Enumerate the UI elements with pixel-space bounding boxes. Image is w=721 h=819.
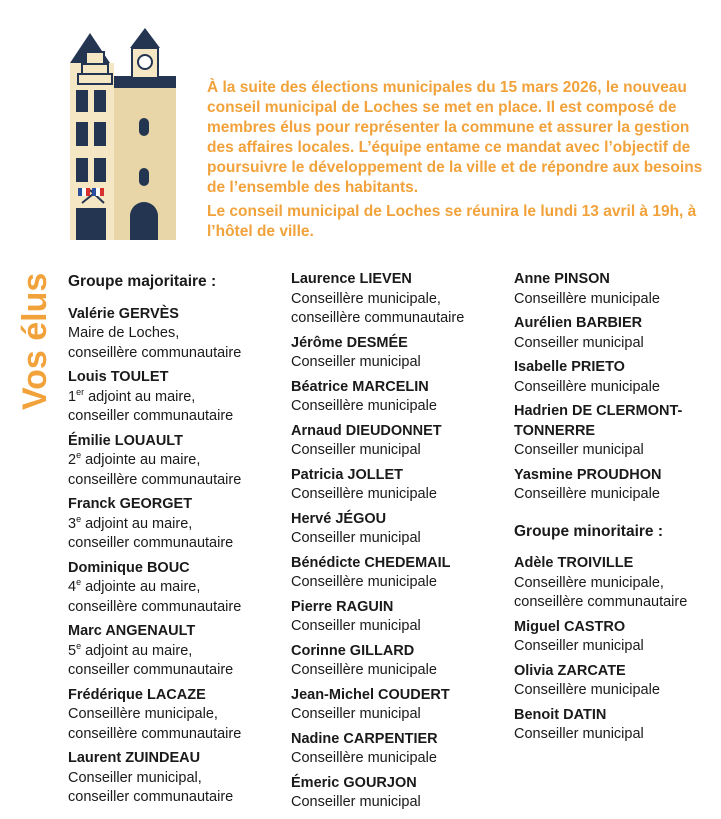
member-role: Conseiller municipal — [514, 442, 644, 458]
member-role-text: adjoint au maire, — [81, 515, 193, 532]
member-name: Bénédicte CHEDEMAIL — [291, 554, 451, 571]
member-role: Conseillère municipale — [514, 378, 660, 395]
ordinal-suffix: e — [76, 640, 82, 651]
member-role — [68, 451, 283, 471]
member-role-text: adjoint au maire, — [81, 642, 193, 659]
member-role-text: adjointe au maire, — [81, 579, 201, 595]
member-entry — [291, 554, 506, 593]
minority-group-title: Groupe minoritaire : — [514, 522, 663, 540]
member-entry — [68, 305, 283, 364]
member-name: Corinne GILLARD — [291, 642, 415, 659]
member-list-2 — [291, 270, 506, 813]
member-name: Émilie LOUAULT — [68, 432, 183, 449]
member-list-3 — [514, 270, 714, 505]
member-role-text: adjointe au maire, — [81, 452, 201, 468]
ordinal-number: 4 — [68, 579, 77, 595]
member-name: Frédérique LACAZE — [68, 686, 206, 703]
member-entry — [291, 510, 506, 549]
member-name: Hadrien DE CLERMONT-TONNERRE — [514, 403, 683, 439]
member-name: Marc ANGENAULT — [68, 623, 196, 639]
member-role: conseiller communautaire — [68, 789, 234, 805]
member-name: Émeric GOURJON — [291, 774, 417, 791]
member-entry — [291, 730, 506, 769]
member-name: Isabelle PRIETO — [514, 359, 625, 375]
member-name: Béatrice MARCELIN — [291, 378, 429, 395]
member-role: conseillère communautaire — [68, 344, 242, 361]
member-entry — [514, 358, 714, 397]
member-role: Conseillère municipale — [291, 662, 437, 678]
ordinal-number: 2 — [68, 452, 77, 468]
member-name: Anne PINSON — [514, 271, 610, 287]
member-name: Dominique BOUC — [68, 559, 190, 576]
member-role: Maire de Loches, — [68, 325, 180, 341]
member-entry — [68, 749, 283, 808]
member-entry — [514, 314, 714, 353]
member-role: Conseillère municipale, — [291, 290, 441, 307]
member-name: Valérie GERVÈS — [68, 305, 179, 322]
member-name: Yasmine PROUDHON — [514, 466, 662, 483]
town-hall-illustration — [62, 18, 182, 240]
member-name: Adèle TROIVILLE — [514, 555, 634, 571]
member-role: conseiller communautaire — [68, 535, 234, 551]
members-column-2 — [291, 270, 506, 818]
member-role: Conseiller municipal — [514, 334, 644, 351]
ordinal-number: 5 — [68, 642, 77, 659]
members-column-1 — [68, 270, 283, 813]
member-entry — [68, 432, 283, 491]
member-entry — [514, 270, 714, 309]
member-role — [68, 388, 283, 408]
member-role: conseillère communautaire — [291, 310, 465, 326]
member-entry — [291, 686, 506, 725]
member-entry — [291, 334, 506, 373]
ordinal-number: 1 — [68, 388, 77, 405]
member-name: Olivia ZARCATE — [514, 662, 626, 679]
members-column-3 — [514, 270, 714, 750]
member-role-text: adjoint au maire, — [84, 388, 196, 405]
member-role: Conseiller municipal — [291, 794, 421, 810]
member-entry — [514, 402, 714, 461]
member-entry — [68, 622, 283, 681]
member-role: Conseillère municipale — [291, 574, 437, 590]
member-entry — [68, 368, 283, 427]
member-role: Conseillère municipale, — [68, 706, 218, 722]
ordinal-suffix: er — [76, 386, 85, 397]
member-entry — [291, 378, 506, 417]
ordinal-number: 3 — [68, 515, 77, 532]
member-role: Conseillère municipale, — [514, 574, 664, 591]
member-entry — [514, 662, 714, 701]
member-entry — [514, 466, 714, 505]
member-role: Conseillère municipale — [291, 750, 437, 766]
member-name: Laurence LIEVEN — [291, 271, 412, 287]
member-role: Conseiller municipal — [291, 706, 421, 722]
member-role: conseillère communautaire — [68, 725, 242, 742]
member-name: Jérôme DESMÉE — [291, 334, 408, 351]
member-name: Benoit DATIN — [514, 706, 607, 723]
member-role: conseillère communautaire — [514, 594, 688, 610]
member-entry — [514, 554, 714, 613]
member-name: Laurent ZUINDEAU — [68, 750, 201, 766]
member-name: Miguel CASTRO — [514, 618, 626, 635]
member-entry — [291, 422, 506, 461]
intro-paragraph-2: Le conseil municipal de Loches se réunira le lundi 13 avril à 19h, à l’hôtel de ville. — [207, 203, 697, 240]
intro-text — [207, 78, 707, 246]
town-hall-icon — [62, 18, 182, 240]
member-role: conseiller communautaire — [68, 408, 234, 424]
member-name: Jean-Michel COUDERT — [291, 686, 450, 703]
member-name: Franck GEORGET — [68, 496, 193, 512]
member-entry — [68, 559, 283, 618]
member-entry — [68, 686, 283, 745]
member-role: Conseiller municipal — [291, 530, 421, 546]
member-name: Louis TOULET — [68, 369, 169, 385]
member-role — [68, 578, 283, 598]
member-role: conseiller communautaire — [68, 662, 234, 678]
member-name: Patricia JOLLET — [291, 466, 404, 483]
ordinal-suffix: e — [76, 513, 82, 524]
member-role: Conseillère municipale — [514, 486, 660, 502]
member-name: Hervé JÉGOU — [291, 510, 387, 527]
member-role: Conseiller municipal — [291, 354, 421, 370]
member-role — [68, 515, 283, 535]
member-role — [68, 642, 283, 662]
member-entry — [68, 495, 283, 554]
member-role: Conseillère municipale — [514, 682, 660, 698]
member-name: Nadine CARPENTIER — [291, 730, 438, 747]
ordinal-suffix: e — [76, 577, 82, 588]
majority-group-title: Groupe majoritaire : — [68, 273, 217, 290]
member-role: Conseillère municipale — [291, 398, 437, 414]
member-role: Conseiller municipal — [514, 638, 644, 654]
member-list-1 — [68, 305, 283, 808]
member-entry — [514, 618, 714, 657]
member-role: Conseiller municipal — [514, 726, 644, 742]
intro-paragraph-1: À la suite des élections municipales du 15 mars 2026, le nouveau conseil municipal de Loches se met en place. Il est composé de membres élus pour représenter la commune et assurer la gestion des affaires locales. L’équipe entame ce mandat avec l’objectif de poursuivre le développement de la ville et de répondre aux besoins de l’ensemble des habitants. — [207, 79, 703, 196]
member-role: conseillère communautaire — [68, 598, 242, 615]
member-name: Arnaud DIEUDONNET — [291, 422, 442, 439]
member-role: Conseillère municipale — [514, 290, 660, 307]
ordinal-suffix: e — [76, 450, 82, 461]
member-entry — [291, 642, 506, 681]
member-name: Aurélien BARBIER — [514, 315, 643, 331]
member-entry — [514, 706, 714, 745]
member-role: Conseiller municipal — [291, 442, 421, 458]
member-entry — [291, 270, 506, 329]
section-title-vos-elus: Vos élus — [16, 272, 54, 410]
member-entry — [291, 598, 506, 637]
member-entry — [291, 774, 506, 813]
member-list-4 — [514, 554, 714, 745]
member-name: Pierre RAGUIN — [291, 598, 394, 615]
member-role: Conseiller municipal, — [68, 769, 202, 786]
member-role: conseillère communautaire — [68, 471, 242, 488]
member-entry — [291, 466, 506, 505]
member-role: Conseillère municipale — [291, 486, 437, 502]
member-role: Conseiller municipal — [291, 618, 421, 634]
